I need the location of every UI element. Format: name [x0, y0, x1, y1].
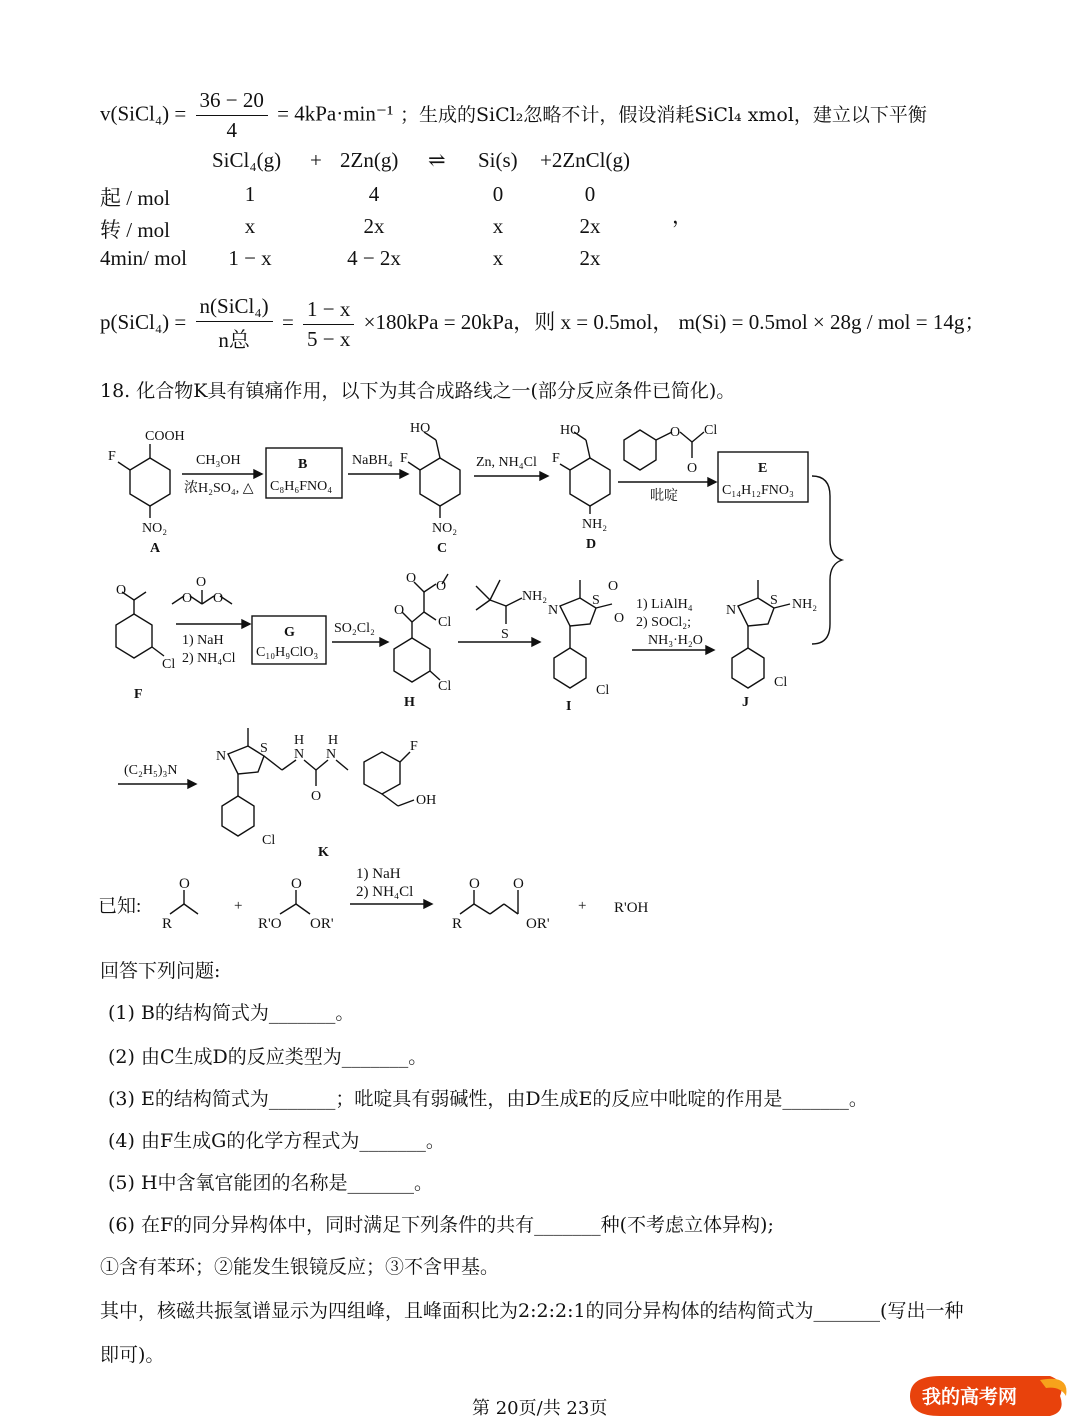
label-s-i: S [592, 593, 600, 608]
label-s-k: S [260, 741, 268, 756]
question-6-conditions: ①含有苯环；②能发生银镜反应；③不含甲基。 [100, 1256, 500, 1278]
compound-j [726, 580, 817, 710]
question-6: (6) 在F的同分异构体中，同时满足下列条件的共有_______种(不考虑立体异构); [108, 1214, 774, 1236]
equation-term-0: SiCl₄(g) [212, 148, 282, 172]
label-o-dmc-2: O [196, 575, 207, 590]
compound-label-e: E [758, 461, 768, 476]
label-nh2-d: NH₂ [582, 517, 608, 532]
label-nh2-j: NH₂ [792, 597, 818, 612]
row-label-1: 转 / mol [100, 218, 171, 242]
reagent-pyridine: 吡啶 [650, 489, 678, 504]
known-o-4: O [513, 876, 524, 892]
label-s-thio: S [501, 627, 509, 642]
watermark-text: 我的高考网 [922, 1387, 1018, 1408]
known-o-3: O [469, 876, 480, 892]
label-no2: NO₂ [142, 521, 168, 536]
label-h-k-1: H [294, 733, 305, 748]
compound-i [548, 579, 624, 714]
equation-term-4: Si(s) [478, 148, 518, 172]
label-f: F [108, 449, 116, 464]
question-4: (4) 由F生成G的化学方程式为_______。 [108, 1130, 445, 1152]
page-number: 第 20页/共 23页 [472, 1398, 608, 1419]
question-2: (2) 由C生成D的反应类型为_______。 [108, 1046, 428, 1068]
known-label: 已知: [98, 896, 142, 917]
compound-label-j: J [742, 695, 749, 710]
known-o-1: O [179, 876, 190, 892]
table-cell: 1 − x [228, 246, 272, 270]
known-o-2: O [291, 876, 302, 892]
equation-term-3: ⇌ [428, 148, 446, 172]
question-1: (1) B的结构简式为_______。 [108, 1002, 355, 1024]
rate-rhs: = 4kPa·min⁻¹ [277, 101, 394, 126]
reagent-nah: 1) NaH [182, 633, 224, 648]
table-cell: 0 [584, 182, 596, 206]
table-cell: 4 [368, 182, 380, 206]
compound-h [394, 571, 451, 710]
known-cond-nah: 1) NaH [356, 866, 401, 882]
pressure-numerator-1: n(SiCl₄) [196, 294, 273, 322]
thioamide-reagent [476, 580, 547, 642]
label-o-i-2: O [614, 611, 625, 626]
label-o-h-2: O [406, 571, 417, 586]
compound-f [116, 583, 175, 702]
reagent-ammonia: NH₃·H₂O [648, 633, 703, 648]
label-o-ester: O [670, 425, 681, 440]
formula-g: C₁₀H₉ClO₃ [256, 645, 319, 660]
label-n-j: N [726, 603, 737, 618]
rate-denominator: 4 [226, 118, 237, 142]
pressure-denominator-2: 5 − x [307, 326, 351, 351]
table-cell: 2x [579, 214, 601, 238]
reagent-socl2: 2) SOCl₂; [636, 615, 692, 630]
formula-e: C₁₄H₁₂FNO₃ [722, 483, 794, 498]
compound-label-f: F [134, 687, 143, 702]
label-o-i-1: O [608, 579, 619, 594]
label-cooh: COOH [145, 429, 185, 444]
compound-label-k: K [318, 845, 329, 860]
label-cl-k: Cl [262, 833, 276, 848]
label-n-k: N [216, 749, 227, 764]
reagent-nh4cl: 2) NH₄Cl [182, 651, 236, 666]
rate-lhs: v(SiCl₄) = [100, 101, 187, 126]
label-ho-c: HO [410, 421, 431, 436]
pressure-fraction-2 [303, 297, 354, 352]
label-oh-k: OH [416, 793, 437, 808]
rate-equation [100, 88, 393, 143]
rate-fraction [196, 88, 268, 143]
phenyl-chloroformate [624, 423, 717, 476]
pressure-numerator-2: 1 − x [303, 297, 354, 325]
row-label-0: 起 / mol [100, 186, 171, 210]
reagent-h2so4: 浓H₂SO₄, △ [184, 481, 254, 496]
label-cl-j: Cl [774, 675, 788, 690]
reagent-triethylamine: (C₂H₅)₃N [124, 763, 178, 778]
pressure-denominator-1: n总 [218, 328, 250, 352]
known-r: R [162, 916, 173, 932]
table-cell: x [492, 214, 504, 238]
label-cl-h-alpha: Cl [438, 615, 452, 630]
table-cell: 1 [244, 182, 256, 206]
known-ro: R'O [258, 916, 282, 932]
label-n-i: N [548, 603, 559, 618]
label-o-f: O [116, 583, 127, 598]
reagent-ch3oh: CH₃OH [196, 453, 241, 468]
compound-d [552, 423, 610, 552]
label-cl-f: Cl [162, 657, 176, 672]
questions-lead: 回答下列问题: [100, 960, 221, 982]
known-reaction [0, 864, 1080, 944]
table-cell: 0 [492, 182, 504, 206]
compound-label-g: G [284, 625, 295, 640]
label-h-k-2: H [328, 733, 339, 748]
label-o-h-3: O [436, 579, 447, 594]
compound-label-h: H [404, 695, 415, 710]
label-f-k: F [410, 739, 418, 754]
label-nh2-thio: NH₂ [522, 589, 548, 604]
label-f-d: F [552, 451, 560, 466]
label-s-j: S [770, 593, 778, 608]
reagent-nabh4: NaBH₄ [352, 453, 393, 468]
known-plus-2: + [578, 898, 587, 914]
label-nh-k-2: N [326, 747, 337, 762]
label-no2-c: NO₂ [432, 521, 458, 536]
known-roh: R'OH [614, 900, 649, 916]
merge-brace [812, 476, 842, 644]
rate-numerator: 36 − 20 [196, 88, 268, 116]
table-cell: 2x [579, 246, 601, 270]
row-label-2: 4min/ mol [100, 246, 187, 270]
synthesis-scheme [0, 410, 1080, 870]
known-plus-1: + [234, 898, 243, 914]
known-product-or: OR' [526, 916, 550, 932]
compound-label-i: I [566, 699, 572, 714]
label-o-h-1: O [394, 603, 405, 618]
table-trailing-comma: ， [672, 204, 693, 228]
compound-label-b: B [298, 457, 308, 472]
equation-term-5: +2ZnCl(g) [540, 148, 630, 172]
known-cond-nh4cl: 2) NH₄Cl [356, 884, 414, 900]
question-5: (5) H中含氧官能团的名称是_______。 [108, 1172, 434, 1194]
label-cl-i: Cl [596, 683, 610, 698]
formula-b: C₈H₆FNO₄ [270, 479, 333, 494]
question-3: (3) E的结构简式为_______；吡啶具有弱碱性，由D生成E的反应中吡啶的作用是_______。 [108, 1088, 868, 1110]
label-cl-h-ring: Cl [438, 679, 452, 694]
label-o-dmc-1: O [182, 591, 193, 606]
dimethyl-carbonate [172, 575, 232, 606]
label-ho-d: HO [560, 423, 581, 438]
compound-a [108, 429, 185, 556]
table-cell: x [492, 246, 504, 270]
equation-term-1: + [310, 148, 322, 172]
known-product-r: R [452, 916, 463, 932]
equation-term-2: 2Zn(g) [340, 148, 399, 172]
table-cell: x [244, 214, 256, 238]
label-f-c: F [400, 451, 408, 466]
compound-label-a: A [150, 541, 161, 556]
pressure-fraction-1 [196, 294, 273, 354]
table-cell: 4 − 2x [347, 246, 401, 270]
reagent-zn: Zn, NH₄Cl [476, 455, 537, 470]
label-o-k: O [311, 789, 322, 804]
reagent-so2cl2: SO₂Cl₂ [334, 621, 375, 636]
known-or: OR' [310, 916, 334, 932]
compound-c [400, 421, 460, 556]
label-cl-ester: Cl [704, 423, 718, 438]
pressure-equation [100, 294, 985, 354]
question-6-final-line-2: 即可)。 [100, 1344, 165, 1366]
rate-note: ；生成的SiCl₂忽略不计，假设消耗SiCl₄ xmol，建立以下平衡 [400, 104, 927, 126]
compound-label-d: D [586, 537, 597, 552]
label-o-carbonyl: O [687, 461, 698, 476]
watermark-logo [900, 1372, 1070, 1420]
pressure-lhs: p(SiCl₄) = [100, 309, 187, 334]
question-6-final-line-1: 其中，核磁共振氢谱显示为四组峰，且峰面积比为2:2:2:1的同分异构体的结构简式为_______(写出一种 [100, 1300, 964, 1322]
equals-sign: = [281, 309, 294, 334]
label-o-dmc-3: O [213, 591, 224, 606]
table-cell: 2x [363, 214, 385, 238]
compound-k [216, 728, 436, 860]
reagent-lialh4: 1) LiAlH₄ [636, 597, 693, 612]
label-nh-k-1: N [294, 747, 305, 762]
question-18-intro: 18. 化合物K具有镇痛作用，以下为其合成路线之一(部分反应条件已简化)。 [100, 380, 736, 402]
pressure-rhs: ×180kPa = 20kPa，则 x = 0.5mol， m(Si) = 0.5mol × 28g / mol = 14g； [363, 309, 986, 334]
compound-label-c: C [437, 541, 448, 556]
